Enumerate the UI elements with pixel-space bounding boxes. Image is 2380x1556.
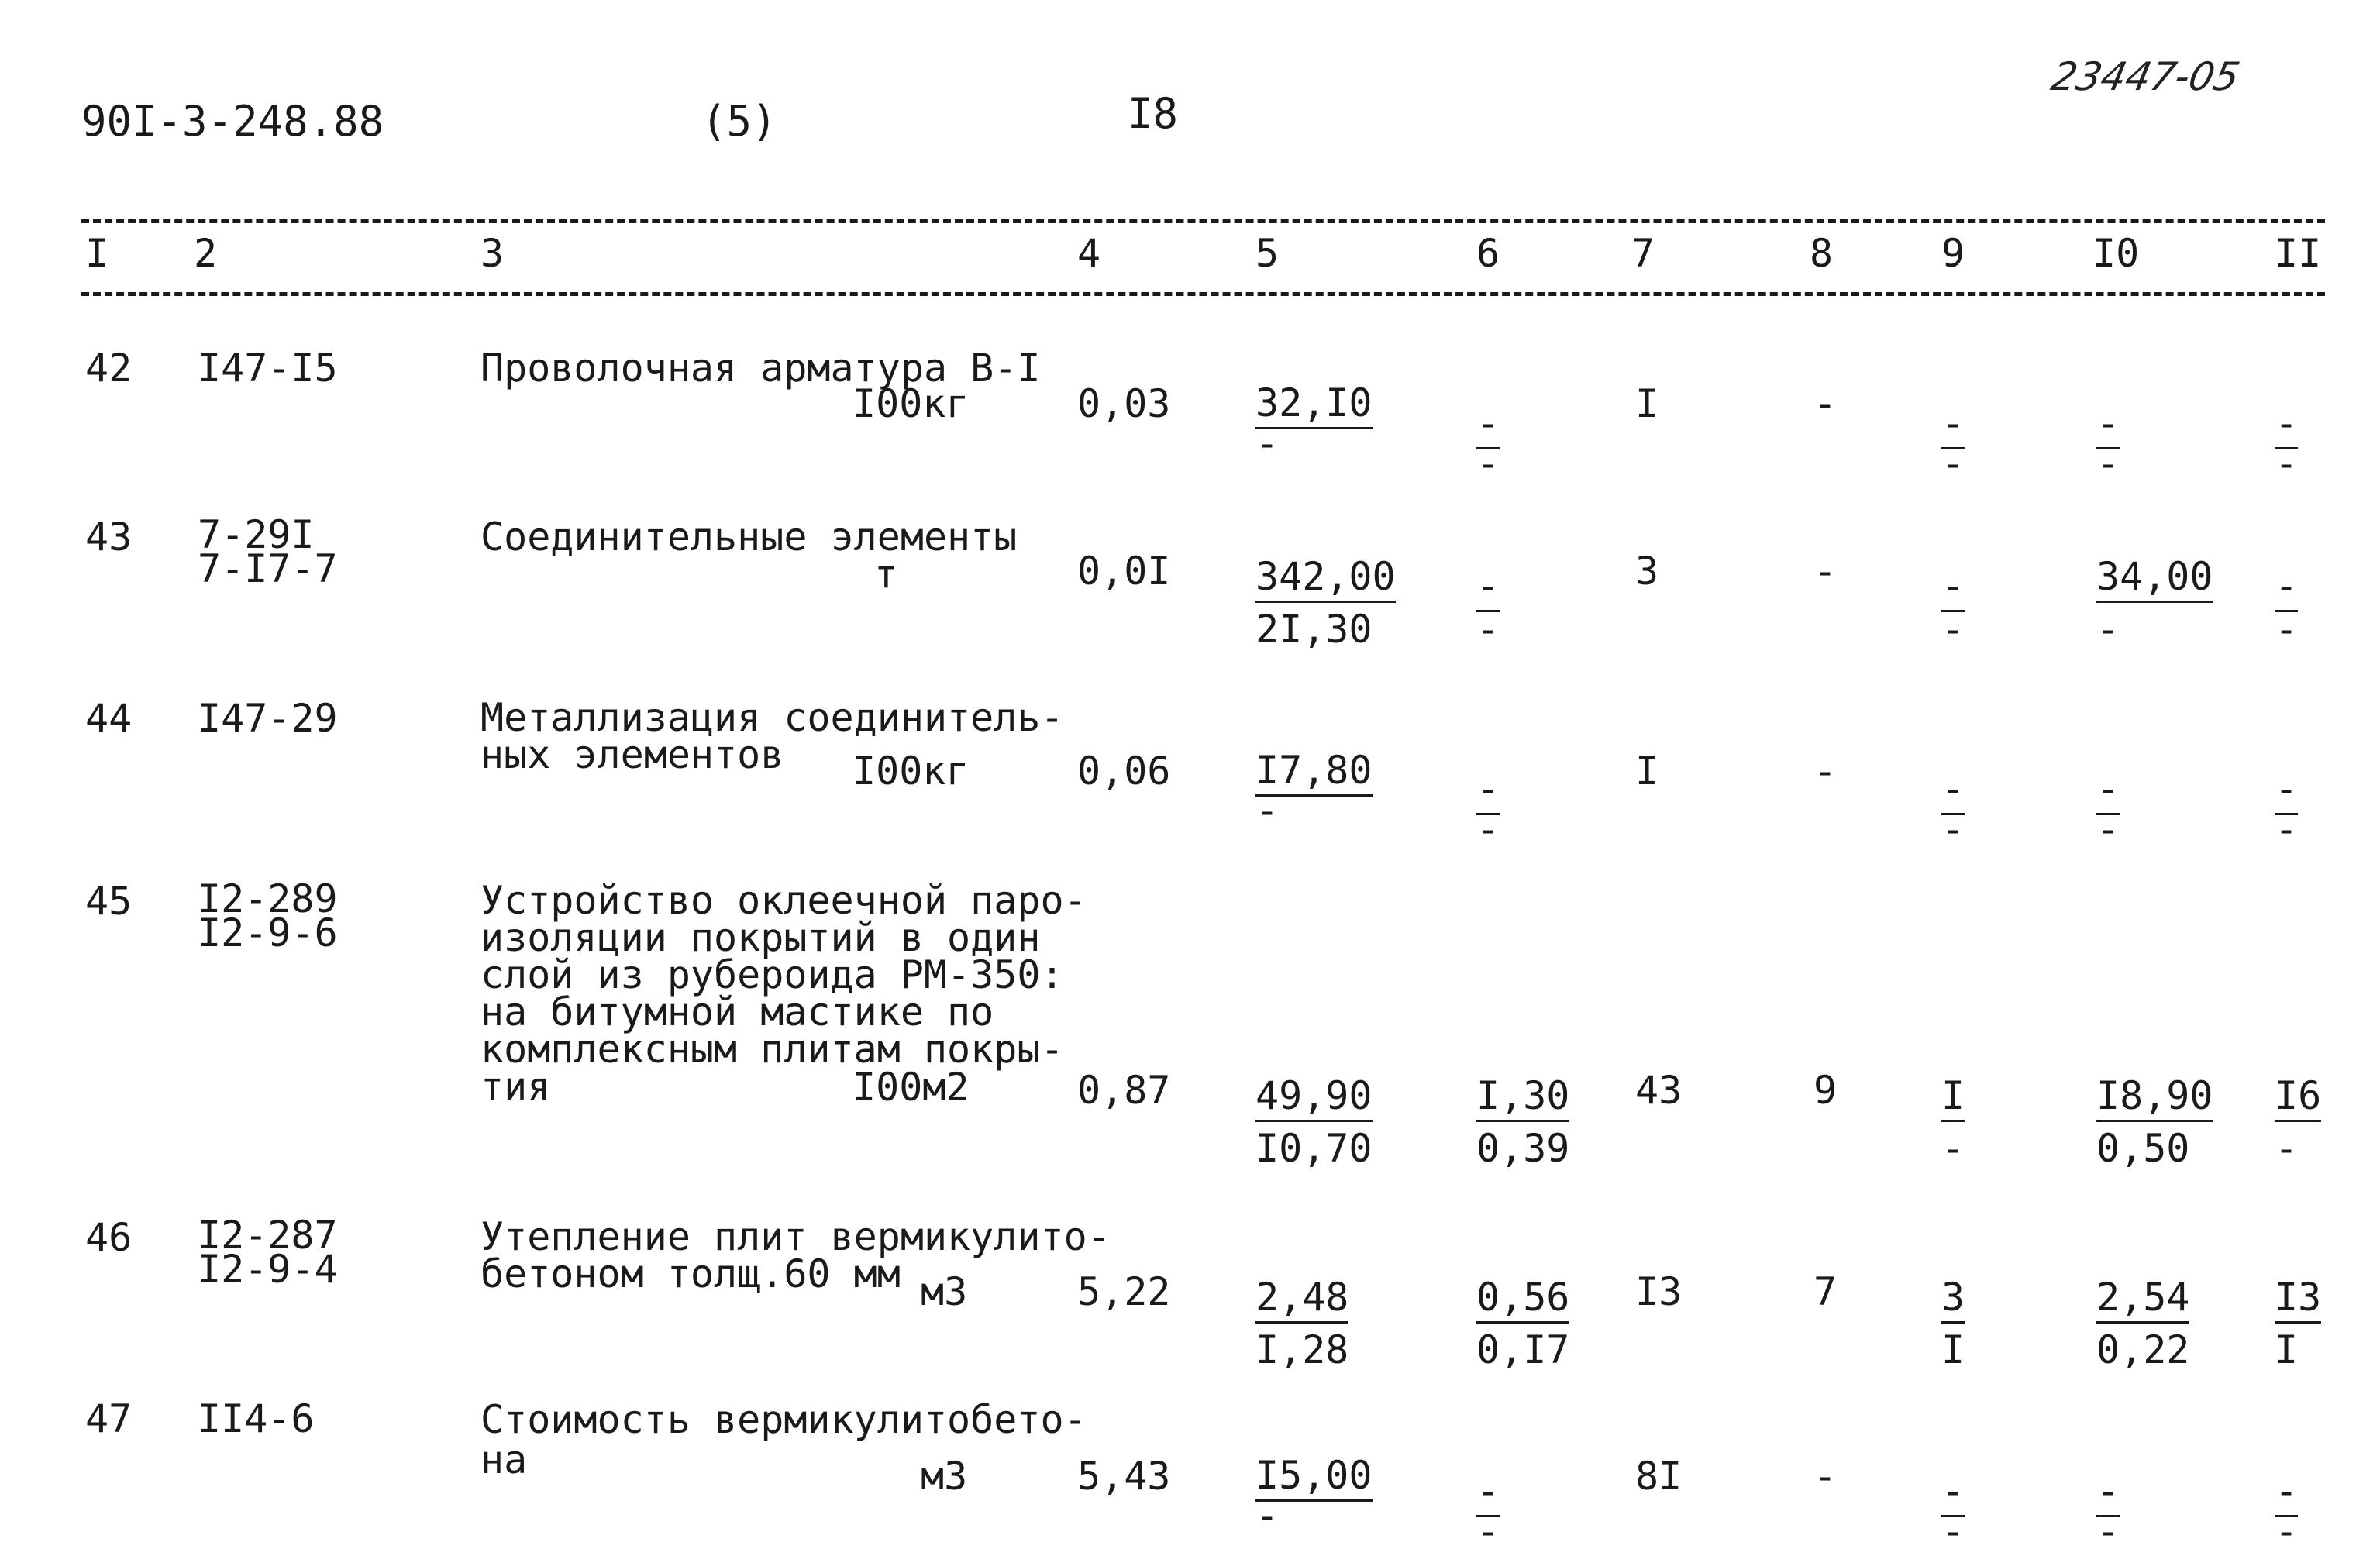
norm-code: I2-289 I2-9-6: [198, 876, 338, 955]
col10-values: - -: [2096, 766, 2120, 852]
col7-value: 43: [1635, 1068, 1683, 1113]
col11-values: - -: [2275, 563, 2299, 652]
document-code: 90I-3-248.88: [81, 97, 384, 146]
col8-value: -: [1813, 749, 1838, 793]
col9-values: - -: [1941, 401, 1965, 486]
work-description: Устройство оклеечной паро- изоляции покрытий в один слой из рубероида РМ-350: на битумной мастике по комплексным плитам покры- тия: [480, 878, 1087, 1109]
col10-values: 34,00 -: [2096, 554, 2213, 652]
col8-value: -: [1813, 1454, 1838, 1499]
norm-code: I47-29: [198, 696, 338, 741]
col7-value: I: [1635, 749, 1659, 793]
col9-values: I -: [1941, 1073, 1965, 1171]
work-description: Утепление плит вермикулито- бетоном толщ.60 мм: [480, 1214, 1111, 1296]
norm-code: II4-6: [198, 1396, 315, 1441]
col5-values: 342,00 2I,30: [1255, 554, 1396, 652]
col11-values: - -: [2275, 1468, 2299, 1554]
work-description: Металлизация соединитель- ных элементов: [480, 695, 1064, 777]
unit: м3: [921, 1269, 968, 1314]
unit: I00кг: [852, 749, 970, 793]
col9-values: - -: [1941, 563, 1965, 652]
col7-value: I3: [1635, 1269, 1683, 1314]
col-header: 3: [480, 231, 505, 276]
unit: I00м2: [852, 1065, 970, 1110]
unit: I00кг: [852, 381, 970, 426]
row-number: 45: [85, 879, 133, 924]
quantity: 5,43: [1077, 1454, 1171, 1499]
col5-values: I5,00 -: [1255, 1453, 1373, 1538]
col7-value: I: [1635, 381, 1659, 426]
norm-code: I47-I5: [198, 346, 338, 391]
col9-values: - -: [1941, 1468, 1965, 1554]
col10-values: - -: [2096, 401, 2120, 486]
row-number: 42: [85, 346, 133, 391]
col-header: 4: [1077, 231, 1101, 276]
work-description: Соединительные элементы: [480, 515, 1018, 559]
header-top-rule: [81, 219, 2325, 223]
page-number: I8: [1128, 89, 1179, 138]
col6-values: - -: [1476, 563, 1500, 652]
quantity: 0,0I: [1077, 549, 1171, 594]
col-header: 6: [1476, 231, 1500, 276]
col-header: 7: [1631, 231, 1655, 276]
col-header: 5: [1255, 231, 1280, 276]
col10-values: 2,54 0,22: [2096, 1275, 2190, 1372]
col6-values: - -: [1476, 766, 1500, 852]
col11-values: - -: [2275, 401, 2299, 486]
row-number: 47: [85, 1396, 133, 1441]
col-header: II: [2275, 231, 2322, 276]
work-description: Стоимость вермикулитобето- на: [480, 1397, 1087, 1482]
quantity: 0,03: [1077, 381, 1171, 426]
col6-values: I,30 0,39: [1476, 1073, 1570, 1171]
col5-values: 2,48 I,28: [1255, 1275, 1349, 1372]
col5-values: I7,80 -: [1255, 748, 1373, 833]
handwritten-stamp: 23447-05: [2047, 54, 2244, 99]
col8-value: 7: [1813, 1269, 1838, 1314]
col7-value: 8I: [1635, 1454, 1683, 1499]
col-header: 2: [194, 231, 218, 276]
col6-values: 0,56 0,I7: [1476, 1275, 1570, 1372]
row-number: 44: [85, 696, 133, 741]
row-number: 46: [85, 1215, 133, 1260]
col9-values: 3 I: [1941, 1275, 1965, 1372]
row-number: 43: [85, 515, 133, 559]
col8-value: 9: [1813, 1068, 1838, 1113]
section-number: (5): [701, 97, 777, 146]
unit: м3: [921, 1454, 968, 1499]
quantity: 0,87: [1077, 1068, 1171, 1113]
col8-value: -: [1813, 381, 1838, 426]
col9-values: - -: [1941, 766, 1965, 852]
norm-code: 7-29I 7-I7-7: [198, 512, 338, 591]
col10-values: - -: [2096, 1468, 2120, 1554]
col11-values: I6 -: [2275, 1073, 2322, 1171]
col7-value: 3: [1635, 549, 1659, 594]
col6-values: - -: [1476, 1468, 1500, 1554]
header-bottom-rule: [81, 292, 2325, 296]
unit: т: [874, 552, 898, 597]
col8-value: -: [1813, 549, 1838, 594]
col5-values: 32,I0 -: [1255, 380, 1373, 466]
col11-values: - -: [2275, 766, 2299, 852]
col10-values: I8,90 0,50: [2096, 1073, 2213, 1171]
col11-values: I3 I: [2275, 1275, 2322, 1372]
work-description: Проволочная арматура В-I: [480, 346, 1041, 391]
col-header: I: [85, 231, 109, 276]
col5-values: 49,90 I0,70: [1255, 1073, 1373, 1171]
quantity: 0,06: [1077, 749, 1171, 793]
norm-code: I2-287 I2-9-4: [198, 1213, 338, 1292]
quantity: 5,22: [1077, 1269, 1171, 1314]
col-header: I0: [2092, 231, 2140, 276]
col-header: 8: [1810, 231, 1834, 276]
col6-values: - -: [1476, 401, 1500, 486]
col-header: 9: [1941, 231, 1965, 276]
